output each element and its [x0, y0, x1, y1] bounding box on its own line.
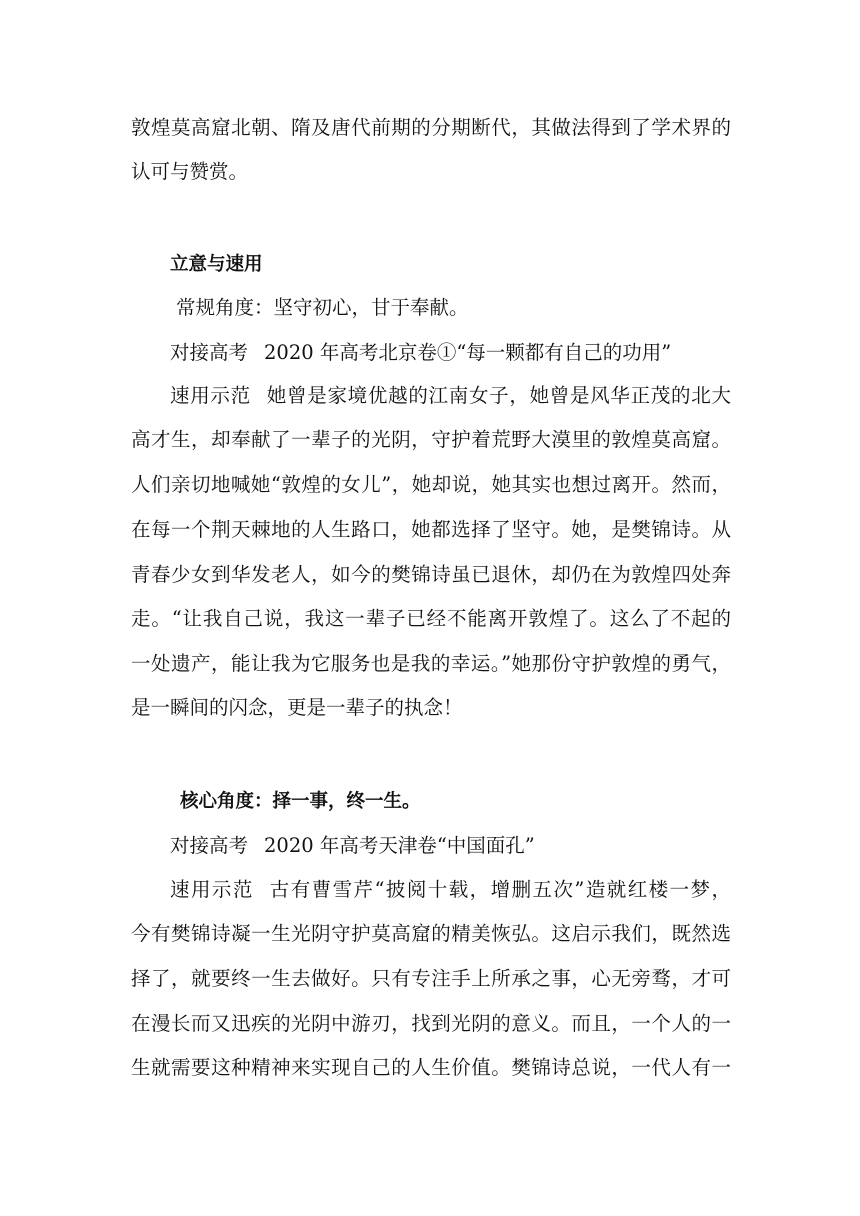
- example-line-5: 青春少女到华发老人，如今的樊锦诗虽已退休，却仍在为敦煌四处奔: [131, 563, 731, 586]
- example-line-2: 高才生，却奉献了一辈子的光阴，守护着荒野大漠里的敦煌莫高窟。: [131, 428, 731, 451]
- exam-connect-text: 2020 年高考北京卷①“每一颗都有自己的功用”: [264, 341, 672, 364]
- example-line-6: 走。“让我自己说，我这一辈子已经不能离开敦煌了。这么了不起的: [131, 607, 731, 630]
- exam-connect-label: 对接高考: [170, 834, 249, 857]
- example2-line-4: 在漫长而又迅疾的光阴中游刃，找到光阴的意义。而且，一个人的一: [131, 1012, 731, 1035]
- angle-line: 常规角度：坚守初心，甘于奉献。: [176, 296, 469, 319]
- intro-line-2: 认可与赞赏。: [131, 160, 249, 183]
- example-line-4: 在每一个荆天棘地的人生路口，她都选择了坚守。她，是樊锦诗。从: [131, 518, 731, 541]
- example-text: 她曾是家境优越的江南女子，她曾是风华正茂的北大: [266, 384, 731, 407]
- example-label: 速用示范: [170, 878, 254, 901]
- example-line-3: 人们亲切地喊她“敦煌的女儿”，她却说，她其实也想过离开。然而，: [131, 473, 731, 496]
- example2-line-2: 今有樊锦诗凝一生光阴守护莫高窟的精美恢弘。这启示我们，既然选: [131, 922, 731, 945]
- example-line-8: 是一瞬间的闪念，更是一辈子的执念！: [131, 696, 463, 719]
- example-line-7: 一处遗产，能让我为它服务也是我的幸运。”她那份守护敦煌的勇气，: [131, 652, 731, 675]
- example2-line-3: 择了，就要终一生去做好。只有专注手上所承之事，心无旁骛，才可: [131, 967, 731, 990]
- core-angle-heading: 核心角度：择一事，终一生。: [180, 791, 421, 812]
- example-line-1: [170, 384, 731, 408]
- example-text: 古有曹雪芹“披阅十载，增删五次”造就红楼一梦，: [269, 878, 731, 901]
- exam-connect-text: 2020 年高考天津卷“中国面孔”: [264, 834, 535, 857]
- section-heading: 立意与速用: [170, 254, 263, 275]
- example2-line-1: [170, 878, 731, 902]
- example-label: 速用示范: [170, 384, 251, 407]
- intro-line-1: 敦煌莫高窟北朝、隋及唐代前期的分期断代，其做法得到了学术界的: [131, 116, 731, 139]
- exam-connect-line-2: [170, 834, 770, 858]
- exam-connect-label: 对接高考: [170, 341, 249, 364]
- example2-line-5: 生就需要这种精神来实现自己的人生价值。樊锦诗总说，一代人有一: [131, 1056, 731, 1079]
- exam-connect-line: [170, 341, 770, 365]
